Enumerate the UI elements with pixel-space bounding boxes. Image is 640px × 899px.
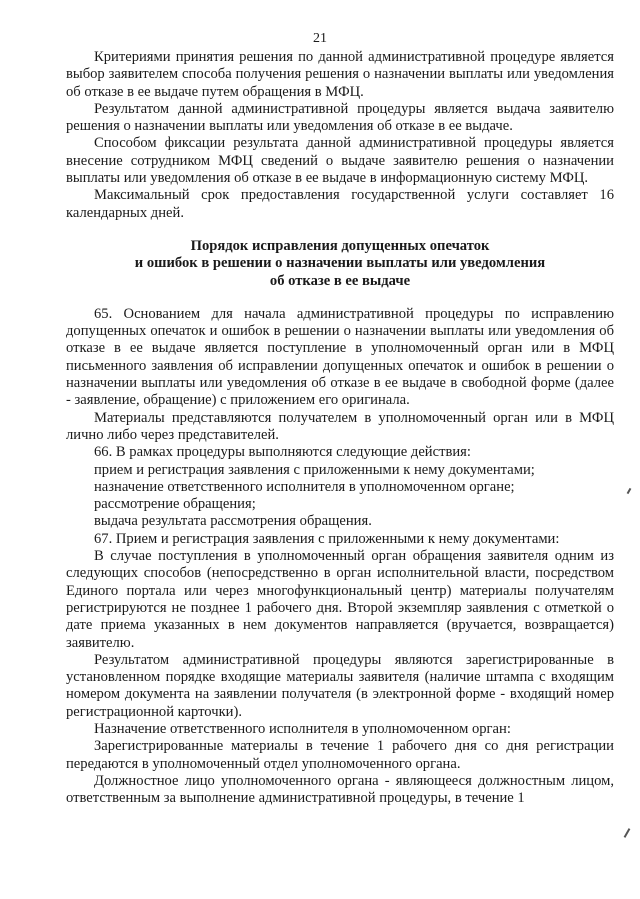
paragraph: Результатом данной административной процедуры является выдача заявителю решения о назначении выплаты или уведомления об отказе в ее выдаче.	[66, 100, 614, 135]
paragraph: Результатом административной процедуры являются зарегистрированные в установленном порядке входящие материалы заявителя (наличие штампа с входящим номером документа на заявлении получателя (в электронной форме - входящий номер регистрационной карточки).	[66, 651, 614, 720]
paragraph: Способом фиксации результата данной административной процедуры является внесение сотрудником МФЦ сведений о выдаче заявителю решения о назначении выплаты или уведомления об отказе в ее выдаче в информационную систему МФЦ.	[66, 135, 614, 187]
paragraph-65: 65. Основанием для начала административной процедуры по исправлению допущенных опечаток и ошибок в решении о назначении выплаты или уведомления об отказе в ее выдаче является поступление в уполномоченный орган или в МФЦ письменного заявления об исправлении допущенных опечаток и ошибок в решении о назначении выплаты или уведомления об отказе в ее выдаче в свободной форме (далее - заявление, обращение) с приложением его оригинала.	[66, 305, 614, 409]
paragraph: Материалы представляются получателем в уполномоченный орган или в МФЦ лично либо через представителей.	[66, 409, 614, 443]
paragraph: В случае поступления в уполномоченный орган обращения заявителя одним из следующих способов (непосредственно в орган исполнительной власти, посредством Единого портала или через многофункциональный центр) материалы получателям регистрируются не позднее 1 рабочего дня. Второй экземпляр заявления с отметкой о дате приема указанных в нем документов направляется (вручается, возвращается) заявителю.	[66, 548, 614, 651]
list-item: назначение ответственного исполнителя в уполномоченном органе;	[94, 478, 515, 495]
paragraph-67: 67. Прием и регистрация заявления с приложенными к нему документами:	[94, 530, 560, 547]
list-item: рассмотрение обращения;	[94, 496, 256, 513]
list-item: выдача результата рассмотрения обращения.	[94, 513, 372, 530]
section-heading-line: Порядок исправления допущенных опечаток	[190, 237, 490, 254]
scan-mark	[627, 488, 632, 494]
section-heading	[66, 238, 614, 290]
paragraph: Должностное лицо уполномоченного органа - являющееся должностным лицом, ответственным за выполнение административной процедуры, в течение 1	[66, 772, 614, 807]
scan-mark	[624, 828, 631, 838]
paragraph-66: 66. В рамках процедуры выполняются следующие действия:	[94, 444, 471, 461]
paragraph: Критериями принятия решения по данной административной процедуре является выбор заявителем способа получения решения о назначении выплаты или уведомления об отказе в ее выдаче путем обращения в МФЦ.	[66, 49, 614, 100]
paragraph: Назначение ответственного исполнителя в уполномоченном орган:	[94, 720, 511, 737]
list-item: прием и регистрация заявления с приложенными к нему документами;	[94, 461, 535, 478]
paragraph: Максимальный срок предоставления государственной услуги составляет 16 календарных дней.	[66, 187, 614, 221]
page-number: 21	[313, 31, 327, 46]
section-heading-line: и ошибок в решении о назначении выплаты или уведомления	[134, 255, 546, 272]
section-heading-line: об отказе в ее выдаче	[269, 272, 411, 289]
paragraph: Зарегистрированные материалы в течение 1 рабочего дня со дня регистрации передаются в уполномоченный отдел уполномоченного органа.	[66, 738, 614, 772]
document-body	[66, 49, 614, 807]
